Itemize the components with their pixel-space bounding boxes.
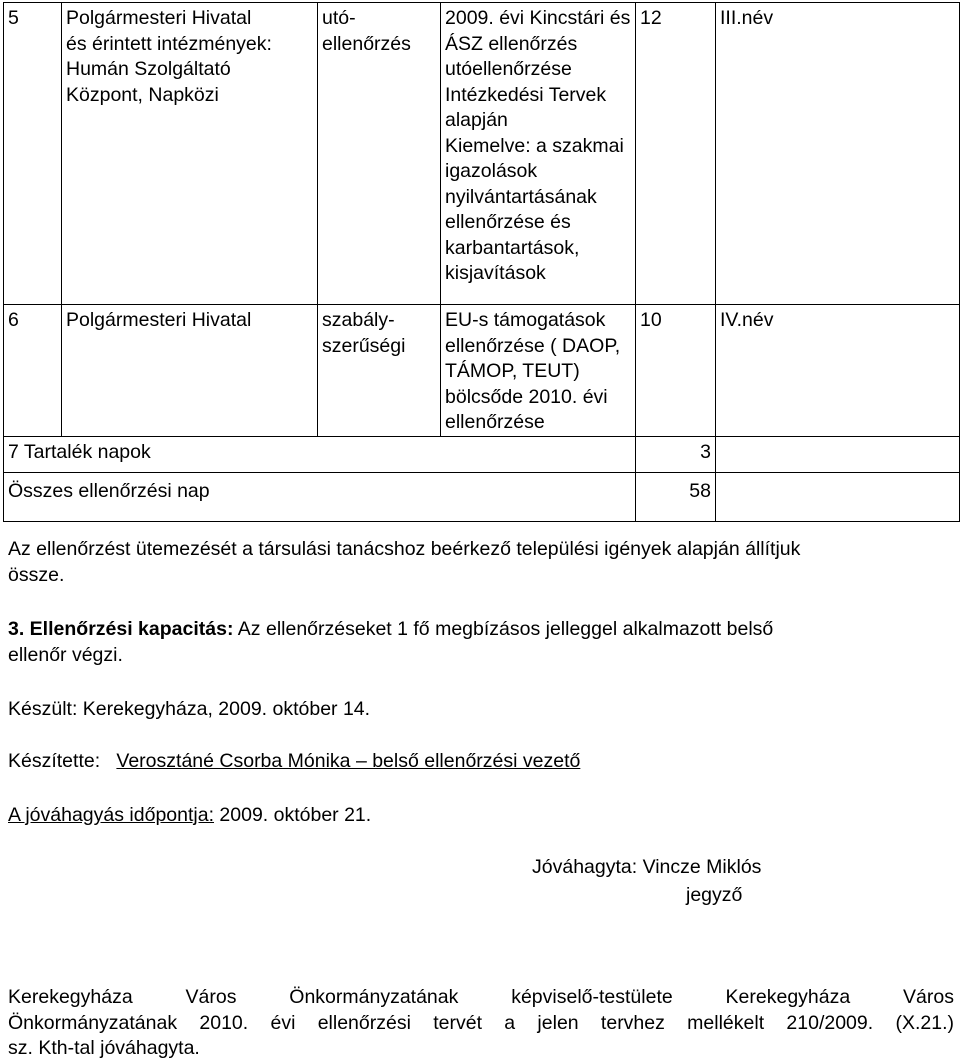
text-line: Polgármesteri Hivatal xyxy=(66,309,252,331)
text-line xyxy=(8,617,954,643)
audit-days: 10 xyxy=(636,305,716,437)
text-line: Polgármesteri Hivatal xyxy=(66,7,252,29)
text-line: szabály- xyxy=(322,309,395,331)
approval-date-label: A jóváhagyás időpontja: xyxy=(8,804,214,826)
row-number: 6 xyxy=(4,305,62,437)
text-line: ellenőrzés xyxy=(322,32,411,55)
audit-period: III.név xyxy=(716,3,960,305)
empty-cell xyxy=(716,437,960,473)
table-row xyxy=(4,3,960,305)
total-label: Összes ellenőrzési nap xyxy=(4,473,636,522)
capacity-text: Az ellenőrzéseket 1 fő megbízásos jelleggel alkalmazott belső xyxy=(233,618,774,640)
approver-title: jegyző xyxy=(686,884,743,906)
text-line: bölcsőde 2010. évi xyxy=(445,385,608,408)
text-line: TÁMOP, TEUT) xyxy=(445,360,580,382)
approval-date xyxy=(8,803,954,829)
text-line: Humán Szolgáltató xyxy=(66,58,231,80)
text-line: össze. xyxy=(8,563,65,586)
text-line: Központ, Napközi xyxy=(66,83,219,106)
audit-period: IV.név xyxy=(716,305,960,437)
text-line: szerűségi xyxy=(322,334,406,357)
reserve-days: 3 xyxy=(636,437,716,473)
empty-cell xyxy=(716,473,960,522)
reserve-row xyxy=(4,437,960,473)
text-line: Az ellenőrzést ütemezését a társulási tanácshoz beérkező települési igények alapján állítjuk xyxy=(8,538,801,560)
text-line: és érintett intézmények: xyxy=(66,32,272,55)
row-number: 5 xyxy=(4,3,62,305)
prepared-by xyxy=(8,749,954,775)
text-line: ellenőrzése és xyxy=(445,211,571,233)
capacity-paragraph xyxy=(8,617,954,668)
text-line: Kerekegyháza Város Önkormányzatának képviselő-testülete Kerekegyháza Város xyxy=(8,986,954,1008)
audit-subject xyxy=(441,3,636,305)
text-line: Kiemelve: a szakmai xyxy=(445,134,624,157)
text-line: igazolások xyxy=(445,160,538,182)
text-line: Intézkedési Tervek xyxy=(445,83,607,106)
text-line: ellenőrzése xyxy=(445,411,545,433)
audit-subject xyxy=(441,305,636,437)
text-line: alapján xyxy=(445,109,508,131)
approval-date-value: 2009. október 21. xyxy=(214,804,372,826)
text-line: ellenőr végzi. xyxy=(8,643,123,666)
audited-organization xyxy=(62,3,318,305)
text-line: 2009. évi Kincstári és xyxy=(445,7,631,29)
audit-plan-table xyxy=(3,2,960,522)
total-row xyxy=(4,473,960,522)
prepared-by-label: Készítette: xyxy=(8,750,101,772)
text-line: utóellenőrzése xyxy=(445,58,572,80)
text-line: sz. Kth-tal jóváhagyta. xyxy=(8,1037,200,1059)
approved-by: Jóváhagyta: Vincze Miklós xyxy=(532,856,762,878)
resolution-paragraph xyxy=(8,985,954,1062)
capacity-heading: 3. Ellenőrzési kapacitás: xyxy=(8,618,234,640)
table-row xyxy=(4,305,960,437)
text-line: ellenőrzése ( DAOP, xyxy=(445,334,621,357)
prepared-by-name: Verosztáné Csorba Mónika – belső ellenőrzési vezető xyxy=(116,750,581,772)
audit-type xyxy=(318,305,441,437)
text-line: kisjavítások xyxy=(445,262,546,284)
prepared-place-date: Készült: Kerekegyháza, 2009. október 14. xyxy=(8,698,371,720)
text-line: ÁSZ ellenőrzés xyxy=(445,32,578,55)
text-line: karbantartások, xyxy=(445,236,580,259)
audited-organization xyxy=(62,305,318,437)
reserve-label: 7 Tartalék napok xyxy=(4,437,636,473)
scheduling-paragraph xyxy=(8,537,954,588)
text-line: utó- xyxy=(322,7,356,29)
text-line: nyilvántartásának xyxy=(445,185,597,208)
audit-days: 12 xyxy=(636,3,716,305)
text-line: EU-s támogatások xyxy=(445,309,606,331)
audit-type xyxy=(318,3,441,305)
total-days: 58 xyxy=(636,473,716,522)
text-line: Önkormányzatának 2010. évi ellenőrzési tervét a jelen tervhez mellékelt 210/2009. (X.21.) xyxy=(8,1011,954,1034)
